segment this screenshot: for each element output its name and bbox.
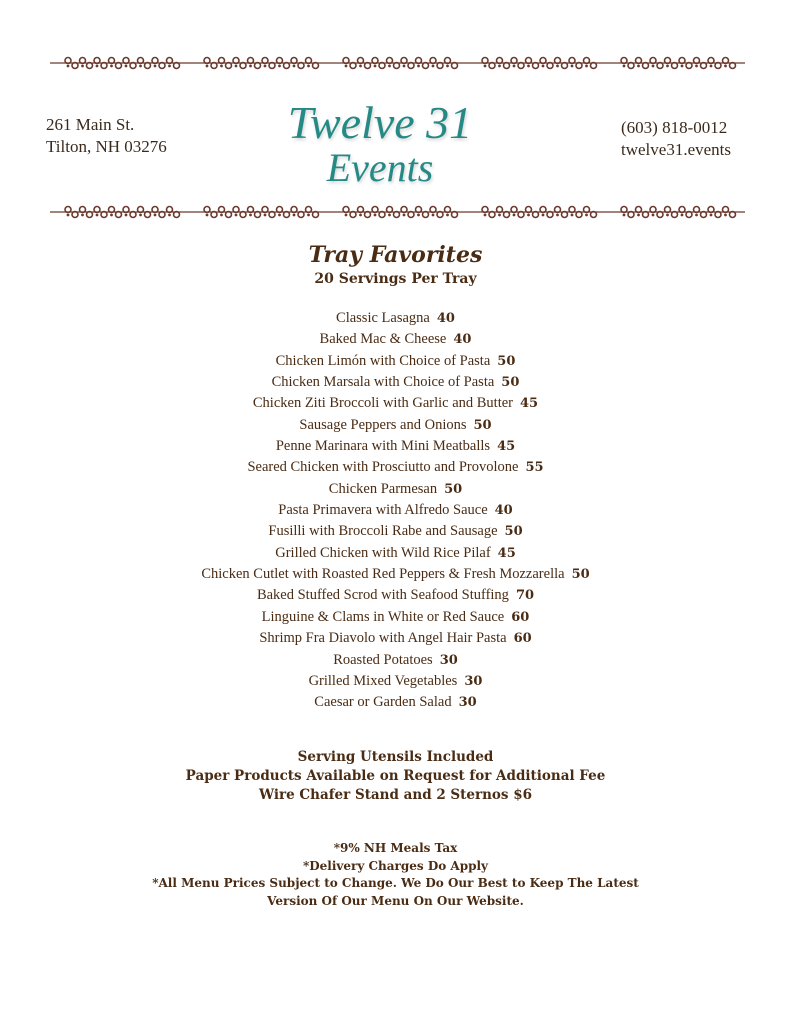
menu-item-name: Grilled Chicken with Wild Rice Pilaf [275,544,491,561]
menu-item [0,308,791,329]
menu-item-name: Chicken Cutlet with Roasted Red Peppers & Fresh Mozzarella [201,566,565,583]
menu-item [0,543,791,564]
menu-item [0,692,791,713]
fine-print-line: *All Menu Prices Subject to Change. We Do Our Best to Keep The Latest [152,876,639,890]
ornamental-border-top [50,56,745,70]
menu-item-price: 30 [439,652,458,668]
menu-item-price: 50 [504,524,523,540]
menu-item [0,372,791,393]
fine-print [0,840,791,910]
logo-line-1: Twelve 31 [287,97,473,148]
menu-item [0,650,791,671]
menu-item-price: 30 [464,673,483,689]
menu-item-price: 30 [458,695,477,711]
service-notes [0,748,791,805]
address [46,114,167,158]
menu-subtitle: 20 Servings Per Tray [314,271,477,287]
phone: (603) 818-0012 [621,118,728,137]
menu-item-name: Chicken Limón with Choice of Pasta [275,352,491,369]
menu-item-price: 40 [453,332,472,348]
menu-item [0,415,791,436]
fine-print-line: *9% NH Meals Tax [333,841,458,855]
logo [250,98,510,188]
menu-item-price: 50 [497,353,516,369]
menu-item-price: 40 [436,311,455,326]
menu-item-price: 45 [497,439,516,455]
menu-item-name: Chicken Parmesan [328,480,438,497]
menu-item [0,671,791,692]
menu-item-name: Grilled Mixed Vegetables [308,672,458,689]
service-note: Serving Utensils Included [297,749,494,765]
menu-item [0,521,791,542]
menu-item-price: 70 [515,588,535,604]
menu-item [0,393,791,414]
menu-item [0,500,791,521]
menu-title: Tray Favorites [308,242,483,268]
menu-item-name: Seared Chicken with Prosciutto and Provolone [247,459,519,476]
fine-print-line: Version Of Our Menu On Our Website. [267,893,524,908]
menu-item-price: 60 [511,609,530,625]
menu-item-price: 50 [501,375,520,391]
service-note: Wire Chafer Stand and 2 Sternos $6 [258,787,533,803]
menu-item-price: 40 [494,503,513,519]
contact [621,117,731,161]
menu-item-name: Chicken Ziti Broccoli with Garlic and Butter [252,395,514,412]
menu-items [0,308,791,714]
menu-item [0,607,791,628]
address-line-1: 261 Main St. [46,115,135,134]
menu-item [0,564,791,585]
menu-item-name: Baked Stuffed Scrod with Seafood Stuffing [256,587,509,604]
menu-item [0,479,791,500]
website: twelve31.events [621,140,731,159]
menu-item-price: 50 [444,481,463,497]
menu-item-price: 55 [525,460,544,476]
menu-item-price: 50 [571,567,590,583]
menu-item-name: Roasted Potatoes [333,651,433,668]
menu-item-name: Penne Marinara with Mini Meatballs [275,438,491,455]
menu-item-name: Classic Lasagna [336,310,430,326]
menu-item [0,436,791,457]
menu-item [0,329,791,350]
menu-item-price: 60 [513,631,532,647]
menu-item [0,457,791,478]
menu-item-name: Pasta Primavera with Alfredo Sauce [278,502,488,519]
ornamental-border-bottom [50,205,745,219]
address-line-2: Tilton, NH 03276 [46,137,167,156]
menu-item-name: Caesar or Garden Salad [314,694,452,711]
menu-item-name: Sausage Peppers and Onions [299,416,467,433]
menu-item-name: Chicken Marsala with Choice of Pasta [271,374,495,391]
fine-print-line: *Delivery Charges Do Apply [302,858,489,873]
menu-item-price: 45 [520,396,539,412]
menu-item-price: 50 [473,417,492,433]
menu-item [0,628,791,649]
menu-item-name: Baked Mac & Cheese [319,331,447,348]
menu-item-name: Shrimp Fra Diavolo with Angel Hair Pasta [259,630,507,647]
service-note: Paper Products Available on Request for Additional Fee [185,768,606,784]
logo-line-2: Events [326,145,434,190]
menu-item [0,351,791,372]
menu-item-name: Fusilli with Broccoli Rabe and Sausage [268,523,498,540]
menu-item [0,585,791,606]
menu-item-price: 45 [497,545,516,561]
menu-item-name: Linguine & Clams in White or Red Sauce [261,608,505,625]
